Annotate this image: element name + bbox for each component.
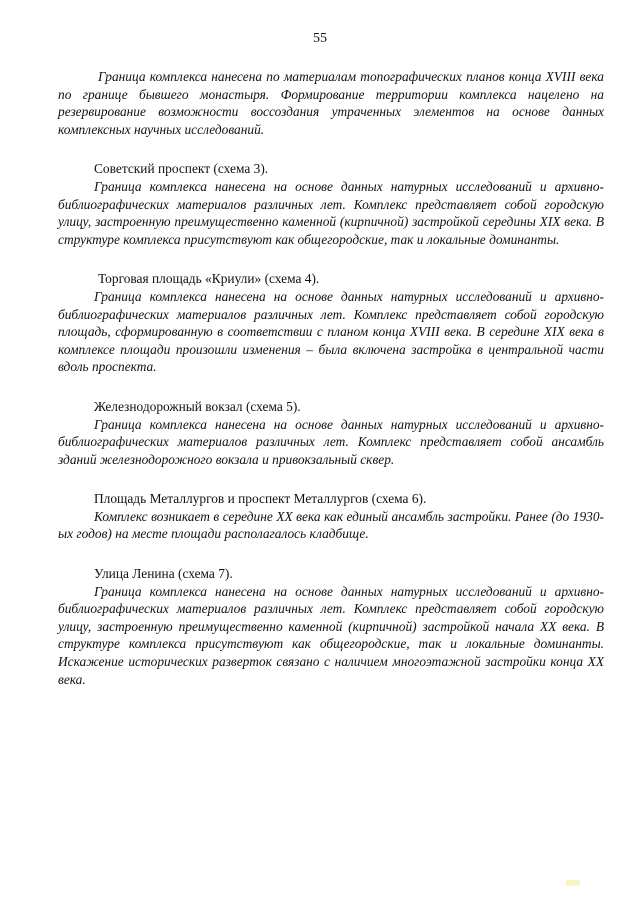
scan-artifact-mark <box>566 880 580 886</box>
section-text: Граница комплекса нанесена на основе данных натурных исследований и архивно-библиографических материалов различных лет. Комплекс представляет собой ансамбль зданий железнодорожного вокзала и привокзальный сквер. <box>58 416 604 467</box>
section-torgovaya-ploshchad <box>58 270 604 376</box>
intro-paragraph <box>58 68 604 138</box>
page-number: 55 <box>313 31 327 46</box>
section-sovetsky-prospekt <box>58 160 604 248</box>
section-text: Граница комплекса нанесена на основе данных натурных исследований и архивно-библиографических материалов различных лет. Комплекс представляет собой городскую улицу, застроенную преимущественно каменной (кирпичной) застройкой начала XX века. В структуре комплекса присутствуют как общегородские, так и локальные доминанты. Искажение исторических разверток связано с наличием многоэтажной застройки конца XX века. <box>58 583 604 687</box>
section-metallurgov <box>58 490 604 543</box>
section-text: Граница комплекса нанесена на основе данных натурных исследований и архивно-библиографических материалов различных лет. Комплекс представляет собой городскую площадь, сформированную в соответствии с планом конца XVIII века. В середине XIX века в комплексе площади произошли изменения – была включена застройка в центральной части вдоль проспекта. <box>58 288 604 375</box>
section-heading: Улица Ленина (схема 7). <box>94 566 233 582</box>
section-text: Граница комплекса нанесена на основе данных натурных исследований и архивно-библиографических материалов различных лет. Комплекс представляет собой городскую улицу, застроенную преимущественно каменной (кирпичной) застройкой середины XIX века. В структуре комплекса присутствуют как общегородские, так и локальные доминанты. <box>58 178 604 247</box>
section-heading: Советский проспект (схема 3). <box>94 161 269 177</box>
section-lenina <box>58 565 604 688</box>
section-text: Комплекс возникает в середине XX века как единый ансамбль застройки. Ранее (до 1930-ых годов) на месте площади располагалось кладбище. <box>58 508 604 542</box>
section-railway-station <box>58 398 604 468</box>
section-heading: Железнодорожный вокзал (схема 5). <box>94 398 301 414</box>
intro-text: Граница комплекса нанесена по материалам топографических планов конца XVIII века по границе бывшего монастыря. Формирование территории комплекса нацелено на резервирование возможности воссоздания утраченных элементов на основе данных комплексных научных исследований. <box>58 69 604 137</box>
section-heading: Торговая площадь «Криули» (схема 4). <box>98 271 320 287</box>
section-heading: Площадь Металлургов и проспект Металлургов (схема 6). <box>94 491 427 507</box>
page-content <box>58 68 604 710</box>
